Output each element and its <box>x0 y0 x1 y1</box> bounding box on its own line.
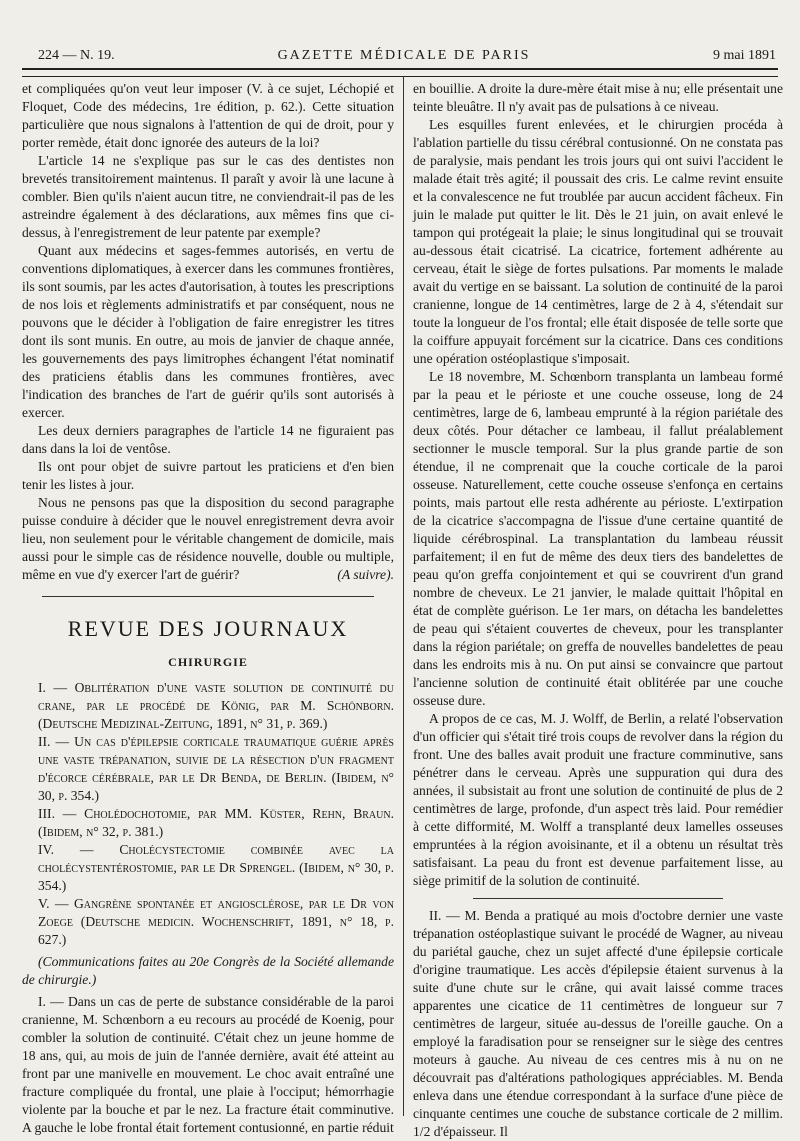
paragraph: Ils ont pour objet de suivre partout les praticiens et d'en bien tenir les listes à jour. <box>22 459 394 492</box>
paragraph: et compliquées qu'on veut leur imposer (V. à ce sujet, Léchopié et Floquet, Code des médecins, 1re édition, p. 62.). Cette situation particulière que nous signalons à l'attention de qui de droit, pour y porter remède, était donc ignorée des auteurs de la loi? <box>22 81 394 150</box>
paragraph <box>22 494 394 584</box>
left-column <box>22 80 394 1137</box>
reference-item <box>22 733 394 805</box>
paragraph: II. — M. Benda a pratiqué au mois d'octobre dernier une vaste trépanation ostéoplastique suivant le procédé de Wagner, au niveau du pariétal gauche, chez un sujet affecté d'une épilepsie corticale d'origine traumatique. Les accès d'épilepsie étaient survenus à la suite d'une chute sur le crâne, qui avait laissé comme traces apparentes une cicatice de 11 centimètres de longueur sur 7 centimètres de largeur, située au-dessus de l'oreille gauche. On a employé la faradisation pour se renseigner sur le siège des centres moteurs à gauche. Au niveau de ces centres mis à nu on ne découvrait pas d'altérations pathologiques appréciables. M. Benda enleva dans une étendue correspondant à la surface d'une pièce de cinquante centimes une couche de substance corticale de 2 millim. 1/2 d'épaisseur. Il <box>413 908 783 1139</box>
communications-note: (Communications faites au 20e Congrès de la Société allemande de chirurgie.) <box>22 954 394 987</box>
paragraph: L'article 14 ne s'explique pas sur le cas des dentistes non brevetés transitoirement maintenus. Il paraît y avoir là une lacune à combler. Bien qu'ils n'aient aucun titre, ne conviendrait-il pas de les astreindre également à des déclarations, aux mêmes fins que ci-dessus, à l'enregistrement de leur patente par exemple? <box>22 153 394 240</box>
reference-number: III. — <box>38 806 77 821</box>
page-number: 224 — N. 19. <box>38 48 115 63</box>
article-divider <box>473 898 723 899</box>
reference-text: Gangrène spontanée et angiosclérose, par le Dr von Zoege (Deutsche medicin. Wochenschrift, 1891, n° 18, p. 627.) <box>38 896 394 947</box>
paragraph: en bouillie. A droite la dure-mère était mise à nu; elle présentait une teinte bleuâtre. Il n'y avait pas de pulsations à ce niveau. <box>413 81 783 114</box>
paragraph: Quant aux médecins et sages-femmes autorisés, en vertu de conventions diplomatiques, à exercer dans les communes frontières, ils sont soumis, par les actes d'autorisation, à toutes les prescriptions de nos lois et règlements administratifs et par conséquent, nous ne pouvons que le décider à l'obligation de faire enregistrer les titres dont ils sont munis. En outre, au mois de janvier de chaque année, les gouvernements des pays limitrophes échangent l'état nominatif des praticiens établis dans les communes frontières, avec l'indication des branches de l'art de guérir qu'ils sont autorisés à exercer. <box>22 243 394 420</box>
reference-number: I. — <box>38 680 68 695</box>
issue-date: 9 mai 1891 <box>713 48 776 63</box>
header-rule <box>22 68 778 77</box>
reference-text: Un cas d'épilepsie corticale traumatique guérie après une vaste trépanation, suivie de la résection d'un fragment d'écorce cérébrale, par le Dr Benda, de Berlin. (Ibidem, n° 30, p. 354.) <box>38 734 394 803</box>
paragraph: Le 18 novembre, M. Schœnborn transplanta un lambeau formé par la peau et le périoste et une couche osseuse, long de 24 centimètres, large de 6, lambeau emprunté à la région pariétale des deux côtés. Pour détacher ce lambeau, il fallut préalablement sectionner le muscle temporal. Sur la plus grande partie de son étendue, il ne comprenait que la couche corticale de la paroi osseuse. Naturellement, cette couche osseuse s'enfonça en certains points, mais partout elle resta adhérente au périoste. L'extirpation de la cicatrice s'accompagna de l'issue d'une certaine quantité de liquide cérébrospinal. La transplantation du lambeau réussit parfaitement; il en fut de même des deux tiers des bandelettes de peau qu'on greffa conjointement et qui se couvrirent d'un grand nombre de cheveux. Le 21 janvier, le malade quittait l'hôpital en état de complète guérison. Le 1er mars, on détacha les bandelettes de peau qui s'étaient couvertes de cheveux, pour les transplanter dans la région pariétale; on greffa de nouvelles bandelettes de peau dans les endroits mis à nu. On put ainsi se convaincre que partout l'ancienne solution de continuité était oblitérée par une couche osseuse dure. <box>413 369 783 708</box>
paragraph: I. — Dans un cas de perte de substance considérable de la paroi cranienne, M. Schœnborn a eu recours au procédé de Koenig, pour combler la solution de continuité. C'était chez un jeune homme de 18 ans, qui, au mois de juin de l'année dernière, avait été atteint au front par une manivelle en mouvement. Le choc avait entraîné une fracture compliquée du frontal, une plaie à l'occiput; hémorrhagie violente par la bouche et par le nez. La fracture était comminutive. A gauche le lobe frontal était fortement contusionné, en partie réduit <box>22 994 394 1135</box>
page-header <box>20 40 788 70</box>
right-column <box>413 80 783 1141</box>
reference-item <box>22 841 394 895</box>
sub-title: CHIRURGIE <box>168 655 248 669</box>
reference-text: Oblitération d'une vaste solution de continuité du crane, par le procédé de König, par M. Schönborn. (Deutsche Medizinal-Zeitung, 1891, n° 31, p. 369.) <box>38 680 394 731</box>
reference-text: Cholécystectomie combinée avec la cholécystentérostomie, par le Dr Sprengel. (Ibidem, n° 30, p. 354.) <box>38 842 394 893</box>
reference-number: II. — <box>38 734 70 749</box>
reference-number: IV. — <box>38 842 94 857</box>
paragraph: A propos de ce cas, M. J. Wolff, de Berlin, a relaté l'observation d'un officier qui s'était tiré trois coups de revolver dans la région du front. Une des balles avait produit une fracture comminutive, sans pénétrer dans le cerveau. Après une suppuration qui dura des années, il subsistait au front une solution de continuité de plus de 2 centimètres de large, profonde, d'un aspect très laid. Pour remédier à cette difformité, M. Wolff a transplanté deux lamelles osseuses empruntées à la région avoisinante, et il a obtenu un résultat très satisfaisant. La peau du front est devenue parfaitement lisse, au siège primitif de la solution de continuité. <box>413 711 783 888</box>
paragraph: Les deux derniers paragraphes de l'article 14 ne figuraient pas dans dans la loi de ventôse. <box>22 423 394 456</box>
to-be-continued: (A suivre). <box>337 567 394 582</box>
reference-item <box>22 895 394 949</box>
paragraph: Les esquilles furent enlevées, et le chirurgien procéda à l'ablation partielle du tissu cérébral contusionné. On ne constata pas de paralysie, mais pendant les trois jours qui ont suivi l'accident le malade était très agité; il poussait des cris. Le calme revint ensuite et la convalescence ne fut troublée par aucun accident fâcheux. Fin juin le malade put quitter le lit. Dès le 21 juin, on avait enlevé le tampon qui protégeait la plaie; le sinus longitudinal qui se trouvait au-dessous était cicatrisé. La cicatrice, fortement adhérente au cerveau, était le siège de fortes pulsations. Par moments le malade avait du vertige en se baissant. La solution de continuité de la paroi cranienne, longue de 14 centimètres, large de 2 à 4, s'étendait sur toute la longueur de l'os frontal; elle était disposée de telle sorte que la coiffure appuyait forcément sur la cicatrice. Dans ces conditions une opération ostéoplastique s'imposait. <box>413 117 783 366</box>
reference-text: Cholédochotomie, par MM. Küster, Rehn, Braun. (Ibidem, n° 32, p. 381.) <box>38 806 394 839</box>
reference-item <box>22 805 394 841</box>
column-divider <box>403 76 404 1116</box>
section-title: REVUE DES JOURNAUX <box>67 616 349 641</box>
reference-item <box>22 679 394 733</box>
paragraph-text: Nous ne pensons pas que la disposition du second paragraphe puisse conduire à décider que le nouvel enregistrement devra avoir lieu, non seulement pour le véritable changement de domicile, mais aussi pour le simple cas de résidence nouvelle, double ou multiple, même en vue d'y exercer l'art de guérir? <box>22 495 394 582</box>
journal-title: GAZETTE MÉDICALE DE PARIS <box>277 48 531 63</box>
section-divider <box>42 596 374 597</box>
reference-number: V. — <box>38 896 69 911</box>
